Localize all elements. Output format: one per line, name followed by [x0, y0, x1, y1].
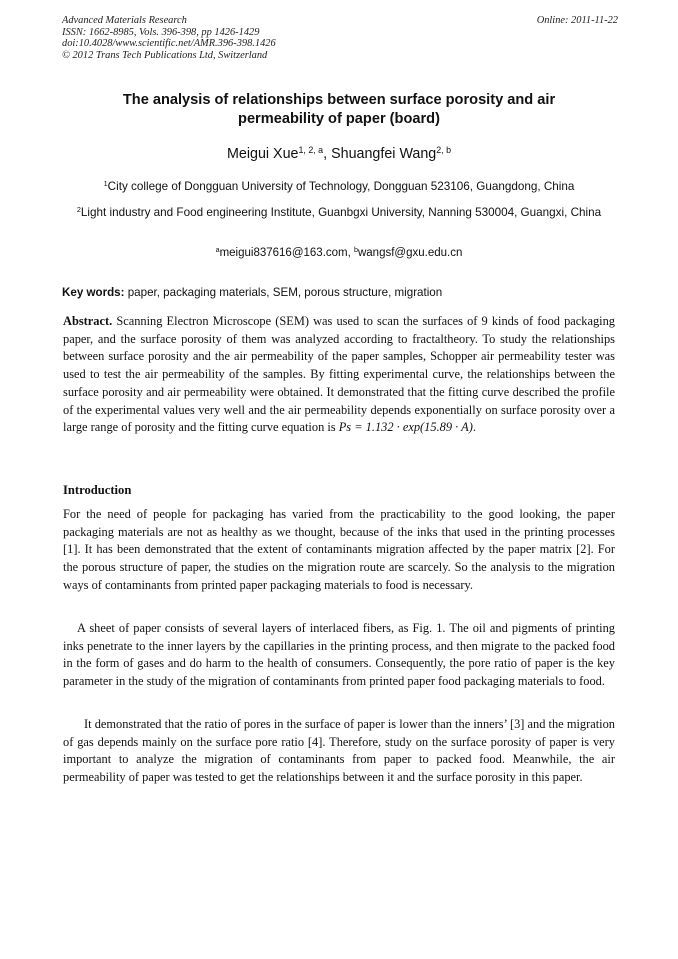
email-a: meigui837616@163.com,: [219, 247, 355, 259]
author-separator: ,: [323, 146, 332, 162]
author-emails: [62, 244, 616, 262]
author-1: Meigui Xue: [226, 146, 299, 162]
email-a-mark: a: [215, 246, 220, 255]
author-2: Shuangfei Wang: [331, 146, 437, 162]
intro-paragraph-1: For the need of people for packaging has varied from the practicability to the good looking, the paper packaging materials are not as healthy as we thought, because of the inks that used in the printing processes [1]. It has been demonstrated that the extent of contaminants migration affected by the paper matrix [2]. For the porous structure of paper, the studies on the migration route are scarcely. So the analysis to the migration ways of contaminants from printed paper packaging materials to food is necessary.: [63, 507, 615, 592]
author-list: [62, 145, 616, 163]
affiliation-1: [62, 177, 616, 197]
journal-name: Advanced Materials Research: [62, 15, 187, 26]
abstract-label: Abstract.: [63, 314, 113, 328]
affiliation-1-text: City college of Dongguan University of Technology, Dongguan 523106, Guangdong, China: [107, 180, 575, 193]
journal-header: [62, 15, 618, 61]
keywords-text: paper, packaging materials, SEM, porous structure, migration: [124, 286, 443, 299]
title-line-2: permeability of paper (board): [238, 111, 440, 127]
email-b: wangsf@gxu.edu.cn: [357, 247, 463, 259]
paper-title: [62, 91, 616, 129]
copyright-line: © 2012 Trans Tech Publications Ltd, Switzerland: [62, 49, 268, 61]
abstract-text: Scanning Electron Microscope (SEM) was used to scan the surfaces of 9 kinds of food packaging paper, and the surface porosity of them was analyzed according to fractaltheory. To study the relationships between surface porosity and the air permeability of the paper samples, Schopper air permeability tester was used to test the air permeability of the samples. By fitting experimental curve, the relationships between the surface porosity and air permeability were obtained. It demonstrated that the fitting curve described the profile of the experimental values very well and the air permeability depends exponentially on surface porosity over a large range of porosity and the fitting curve equation is: [63, 314, 615, 435]
title-line-1: The analysis of relationships between surface porosity and air: [122, 92, 556, 108]
section-heading-introduction: Introduction: [63, 483, 132, 497]
affiliation-2-text: Light industry and Food engineering Institute, Guanbgxi University, Nanning 530004, Guangxi, China: [80, 206, 602, 219]
affiliation-2: [62, 203, 616, 223]
fitting-equation: Ps = 1.132 · exp(15.89 · A): [338, 420, 473, 435]
abstract: [63, 313, 615, 437]
affiliation-2-mark: 2: [76, 205, 81, 215]
doi-line: doi:10.4028/www.scientific.net/AMR.396-398.1426: [62, 38, 276, 50]
affiliation-1-mark: 1: [103, 179, 108, 189]
abstract-end: .: [472, 420, 476, 435]
intro-paragraph-3: It demonstrated that the ratio of pores in the surface of paper is lower than the inners’ [3] and the migration of gas depends mainly on the surface pore ratio [4]. Therefore, study on the surface porosity of paper is very important to analyze the migration of contaminants from paper to packed food. Meanwhile, the air permeability of paper was tested to get the relationships between it and the surface porosity in this paper.: [63, 717, 615, 785]
issn-line: ISSN: 1662-8985, Vols. 396-398, pp 1426-1429: [62, 26, 260, 38]
author-1-affiliation-marks: 1, 2, a: [298, 145, 324, 156]
email-b-mark: b: [354, 246, 358, 255]
intro-paragraph-2: A sheet of paper consists of several layers of interlaced fibers, as Fig. 1. The oil and pigments of printing inks penetrate to the inner layers by the capillaries in the printing process, and then migrate to the packed food in the form of gases and do harm to the health of consumers. Consequently, the pore ratio of paper is the key parameter in the study of the migration of contaminants from printed paper food packaging materials to food.: [63, 621, 615, 689]
keywords: [62, 285, 618, 301]
online-date: Online: 2011-11-22: [536, 15, 618, 26]
author-2-affiliation-marks: 2, b: [436, 145, 452, 156]
keywords-label: Key words:: [62, 286, 125, 299]
